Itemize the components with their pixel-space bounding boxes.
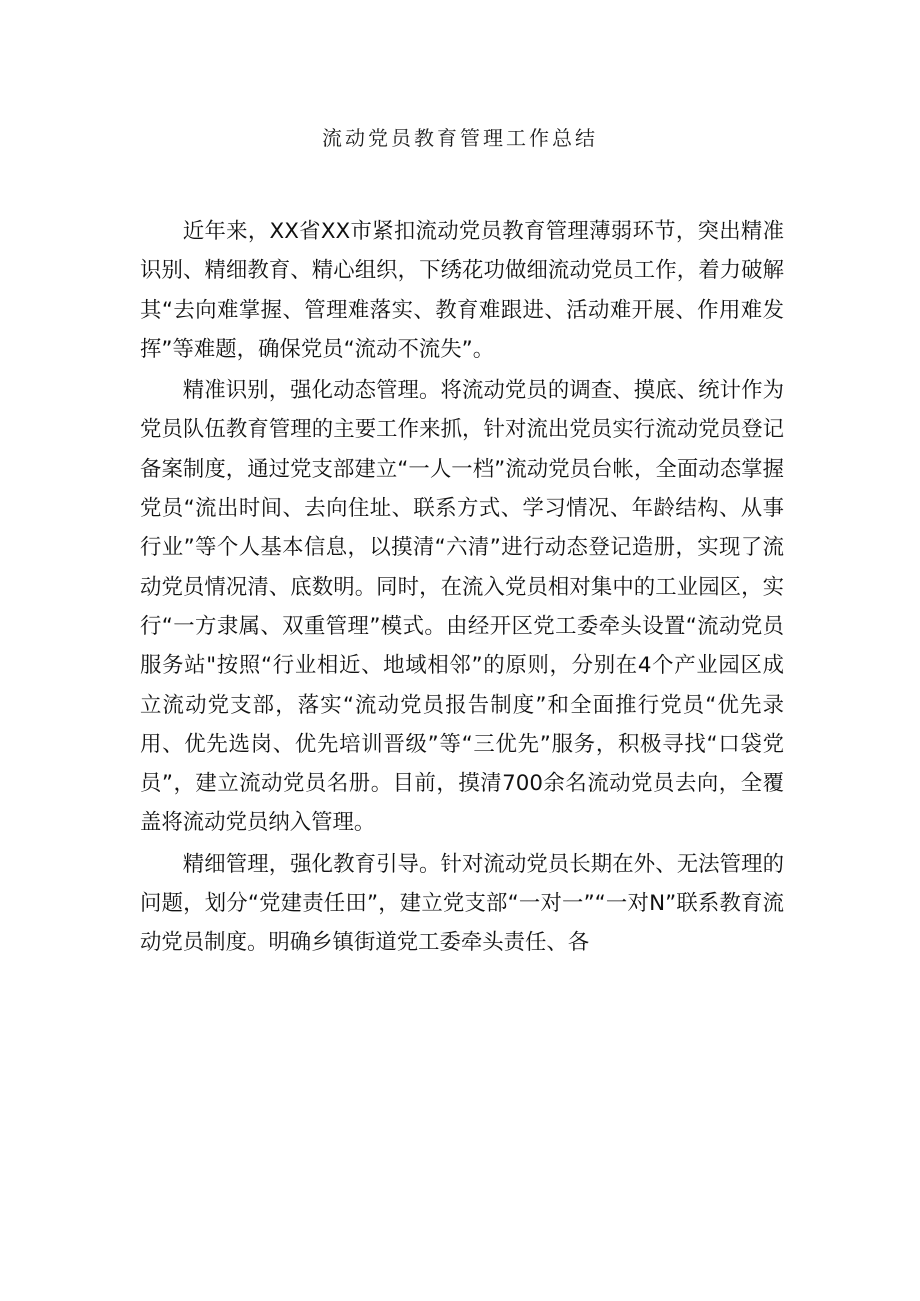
document-body — [140, 212, 784, 963]
paragraph-fine-management: 精细管理，强化教育引导。针对流动党员长期在外、无法管理的问题，划分“党建责任田”，建立党支部“一对一”“一对N”联系教育流动党员制度。明确乡镇街道党工委牵头责任、各 — [140, 851, 784, 956]
paragraph-intro: 近年来，XX省XX市紧扣流动党员教育管理薄弱环节，突出精准识别、精细教育、精心组织，下绣花功做细流动党员工作，着力破解其“去向难掌握、管理难落实、教育难跟进、活动难开展、作用难发挥”等难题，确保党员“流动不流失”。 — [140, 219, 784, 362]
paragraph-precise-identification: 精准识别，强化动态管理。将流动党员的调查、摸底、统计作为党员队伍教育管理的主要工作来抓，针对流出党员实行流动党员登记备案制度，通过党支部建立“一人一档”流动党员台帐，全面动态掌握党员“流出时间、去向住址、联系方式、学习情况、年龄结构、从事行业”等个人基本信息，以摸清“六清”进行动态登记造册，实现了流动党员情况清、底数明。同时，在流入党员相对集中的工业园区，实行“一方隶属、双重管理”模式。由经开区党工委牵头设置“流动党员服务站"按照“行业相近、地域相邻”的原则，分别在4个产业园区成立流动党支部，落实“流动党员报告制度”和全面推行党员“优先录用、优先选岗、优先培训晋级”等“三优先”服务，积极寻找“口袋党员”，建立流动党员名册。目前，摸清700余名流动党员去向，全覆盖将流动党员纳入管理。 — [140, 378, 784, 836]
document-title: 流动党员教育管理工作总结 — [322, 126, 598, 150]
